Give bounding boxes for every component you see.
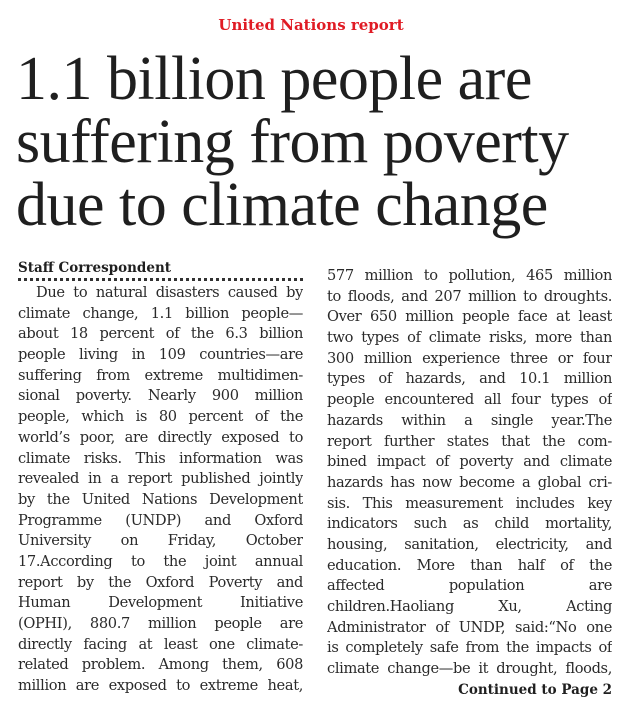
article-text-line: types of hazards, and 10.1 million (327, 370, 612, 388)
headline-line: suffering from poverty (16, 108, 569, 176)
article-text-line: University on Friday, October (18, 532, 303, 550)
article-text-line: 577 million to pollution, 465 million (327, 267, 612, 284)
article-text-line: Programme (UNDP) and Oxford (18, 511, 303, 529)
article-column-left (18, 258, 303, 697)
continued-link[interactable]: Continued to Page 2 (458, 681, 612, 698)
article-text-line: report by the Oxford Poverty and (18, 573, 303, 591)
article-text-line: hazards within a single year.The (327, 411, 612, 429)
article-text-line: housing, sanitation, electricity, and (327, 535, 612, 553)
article-text-line: people encountered all four types of (327, 391, 612, 409)
article-text-line: by the United Nations Development (18, 490, 303, 508)
article-text-line: children.Haoliang Xu, Acting (327, 598, 612, 615)
right-column-text (327, 266, 612, 680)
article-text-line: report further states that the com- (327, 432, 612, 450)
article-text-line: 17.According to the joint annual (18, 552, 303, 570)
article-text-line: climate risks. This information was (18, 449, 303, 467)
article-text-line: Administrator of UNDP, said:“No one (327, 618, 612, 636)
article-text-line: (OPHI), 880.7 million people are (18, 615, 303, 632)
article-text-line: 300 million experience three or four (327, 349, 612, 367)
article-text-line: indicators such as child mortality, (327, 515, 612, 533)
article-text-line: suffering from extreme multidimen- (18, 366, 303, 384)
article-text-line: sis. This measurement includes key (327, 494, 612, 512)
article-text-line: climate change, 1.1 billion people— (18, 304, 303, 322)
article-text-line: to floods, and 207 million to droughts. (327, 287, 612, 305)
article-text-line: about 18 percent of the 6.3 billion (18, 325, 303, 343)
article-text-line: hazards has now become a global cri- (327, 473, 612, 491)
article-text-line: revealed in a report published jointly (18, 470, 303, 488)
article-text-line: education. More than half of the (327, 556, 612, 574)
article-text-line: world’s poor, are directly exposed to (18, 428, 303, 446)
headline (16, 45, 616, 239)
headline-line: 1.1 billion people are (16, 45, 532, 113)
article-text-line: directly facing at least one climate- (18, 635, 303, 653)
article-text-line: related problem. Among them, 608 (18, 656, 303, 674)
byline: Staff Correspondent (18, 258, 303, 281)
article-text-line: people living in 109 countries—are (18, 346, 303, 364)
article-text-line: people, which is 80 percent of the (18, 408, 303, 426)
headline-line: due to climate change (16, 171, 548, 239)
article-text-line: Over 650 million people face at least (327, 308, 612, 326)
article-text-line: Human Development Initiative (18, 594, 303, 612)
section-kicker: United Nations report (218, 16, 404, 34)
article-text-line: million are exposed to extreme heat, (18, 677, 303, 695)
article-text-line: climate change—be it drought, floods, (327, 660, 612, 678)
article-text-line: is completely safe from the impacts of (327, 639, 612, 657)
article-text-line: sional poverty. Nearly 900 million (18, 387, 303, 405)
article-text-line: affected population are (327, 577, 612, 595)
article-text-line: two types of climate risks, more than (327, 329, 612, 347)
left-column-text (18, 283, 303, 697)
article-text-line: Due to natural disasters caused by (36, 284, 303, 301)
article-column-right (327, 266, 612, 700)
article-text-line: bined impact of poverty and climate (327, 453, 612, 471)
